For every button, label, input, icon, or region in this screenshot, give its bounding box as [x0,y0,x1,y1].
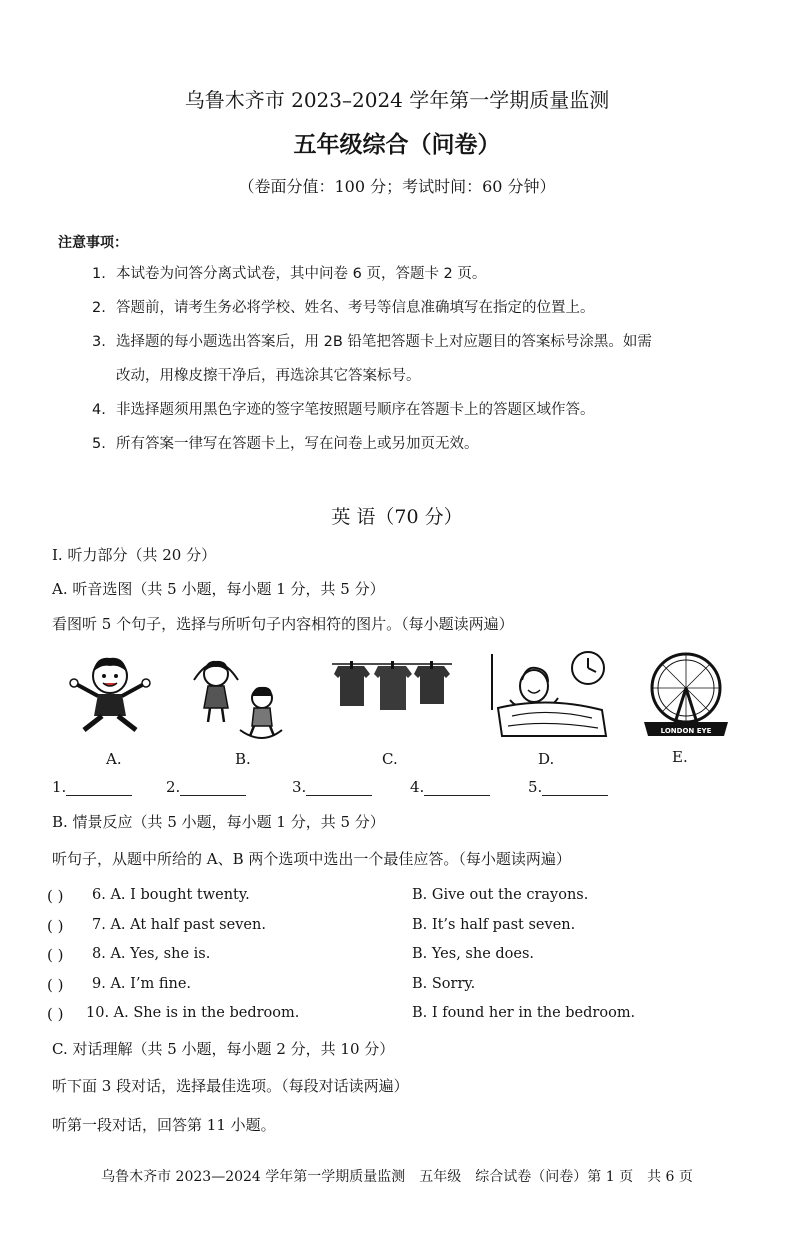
option-a: 7. A. At half past seven. [92,917,266,933]
picture-row [60,650,740,768]
answer-paren[interactable]: ( ) [47,946,64,964]
answer-blank[interactable]: 3. [292,778,372,796]
answer-blank[interactable]: 5. [528,778,608,796]
note-item [92,262,486,283]
answer-paren[interactable]: ( ) [47,1005,64,1023]
english-section-title: 英 语（70 分） [331,506,463,528]
page-footer: 乌鲁木齐市 2023—2024 学年第一学期质量监测 五年级 综合试卷（问卷）第 1 页 共 6 页 [101,1169,693,1185]
section-a-instruction: 看图听 5 个句子，选择与所听句子内容相符的图片。（每小题读两遍） [52,615,514,633]
section-c-instruction: 听下面 3 段对话，选择最佳选项。（每段对话读两遍） [52,1077,409,1095]
waving-boy-icon [64,650,156,736]
section-c-first-dialogue: 听第一段对话，回答第 11 小题。 [52,1116,276,1134]
note-number: 4. [92,402,106,418]
picture-label: E. [672,748,688,766]
note-text: 答题前，请考生务必将学校、姓名、考号等信息准确填写在指定的位置上。 [116,300,595,316]
jump-rope-girls-icon [188,650,286,742]
exam-info: （卷面分值：100 分；考试时间：60 分钟） [238,177,556,196]
answer-paren[interactable]: ( ) [47,887,64,905]
note-item [92,398,595,419]
note-number: 2. [92,300,106,316]
answer-paren[interactable]: ( ) [47,917,64,935]
option-a: 10. A. She is in the bedroom. [86,1005,300,1021]
option-b: B. It’s half past seven. [412,917,576,933]
option-b: B. Yes, she does. [412,946,535,962]
note-item [92,296,595,317]
note-text: 本试卷为问答分离式试卷，其中问卷 6 页，答题卡 2 页。 [116,266,487,282]
london-eye-icon [640,650,732,742]
exam-subtitle: 五年级综合（问卷） [293,132,501,158]
note-text: 选择题的每小题选出答案后，用 2B 铅笔把答题卡上对应题目的答案标号涂黑。如需 [116,334,652,350]
clothes-line-icon [330,650,454,716]
boy-in-bed-clock-icon [488,650,612,742]
option-a: 6. A. I bought twenty. [92,887,250,903]
option-b: B. I found her in the bedroom. [412,1005,636,1021]
note-text: 非选择题须用黑色字迹的签字笔按照题号顺序在答题卡上的答题区域作答。 [116,402,595,418]
section-c-heading: C. 对话理解（共 5 小题，每小题 2 分，共 10 分） [52,1040,395,1058]
listening-part-heading: I. 听力部分（共 20 分） [52,546,217,564]
picture-label: A. [106,750,122,768]
note-text: 所有答案一律写在答题卡上，写在问卷上或另加页无效。 [116,436,479,452]
notes-heading: 注意事项： [58,235,128,251]
answer-blank[interactable]: 1. [52,778,132,796]
picture-label: B. [235,750,251,768]
section-b-instruction: 听句子，从题中所给的 A、B 两个选项中选出一个最佳应答。（每小题读两遍） [52,850,571,868]
note-number: 5. [92,436,106,452]
answer-paren[interactable]: ( ) [47,976,64,994]
note-number: 1. [92,266,106,282]
note-continuation: 改动，用橡皮擦干净后，再选涂其它答案标号。 [116,368,421,384]
answer-blank[interactable]: 4. [410,778,490,796]
exam-title: 乌鲁木齐市 2023–2024 学年第一学期质量监测 [184,88,610,112]
section-b-heading: B. 情景反应（共 5 小题，每小题 1 分，共 5 分） [52,813,385,831]
option-b: B. Give out the crayons. [412,887,589,903]
note-item [92,432,479,453]
answer-blank[interactable]: 2. [166,778,246,796]
picture-label: C. [382,750,398,768]
note-item [92,330,652,351]
london-eye-caption: LONDON EYE [660,727,712,735]
note-number: 3. [92,334,106,350]
section-a-heading: A. 听音选图（共 5 小题，每小题 1 分，共 5 分） [52,580,385,598]
option-a: 9. A. I’m fine. [92,976,192,992]
option-b: B. Sorry. [412,976,476,992]
option-a: 8. A. Yes, she is. [92,946,211,962]
picture-label: D. [538,750,555,768]
